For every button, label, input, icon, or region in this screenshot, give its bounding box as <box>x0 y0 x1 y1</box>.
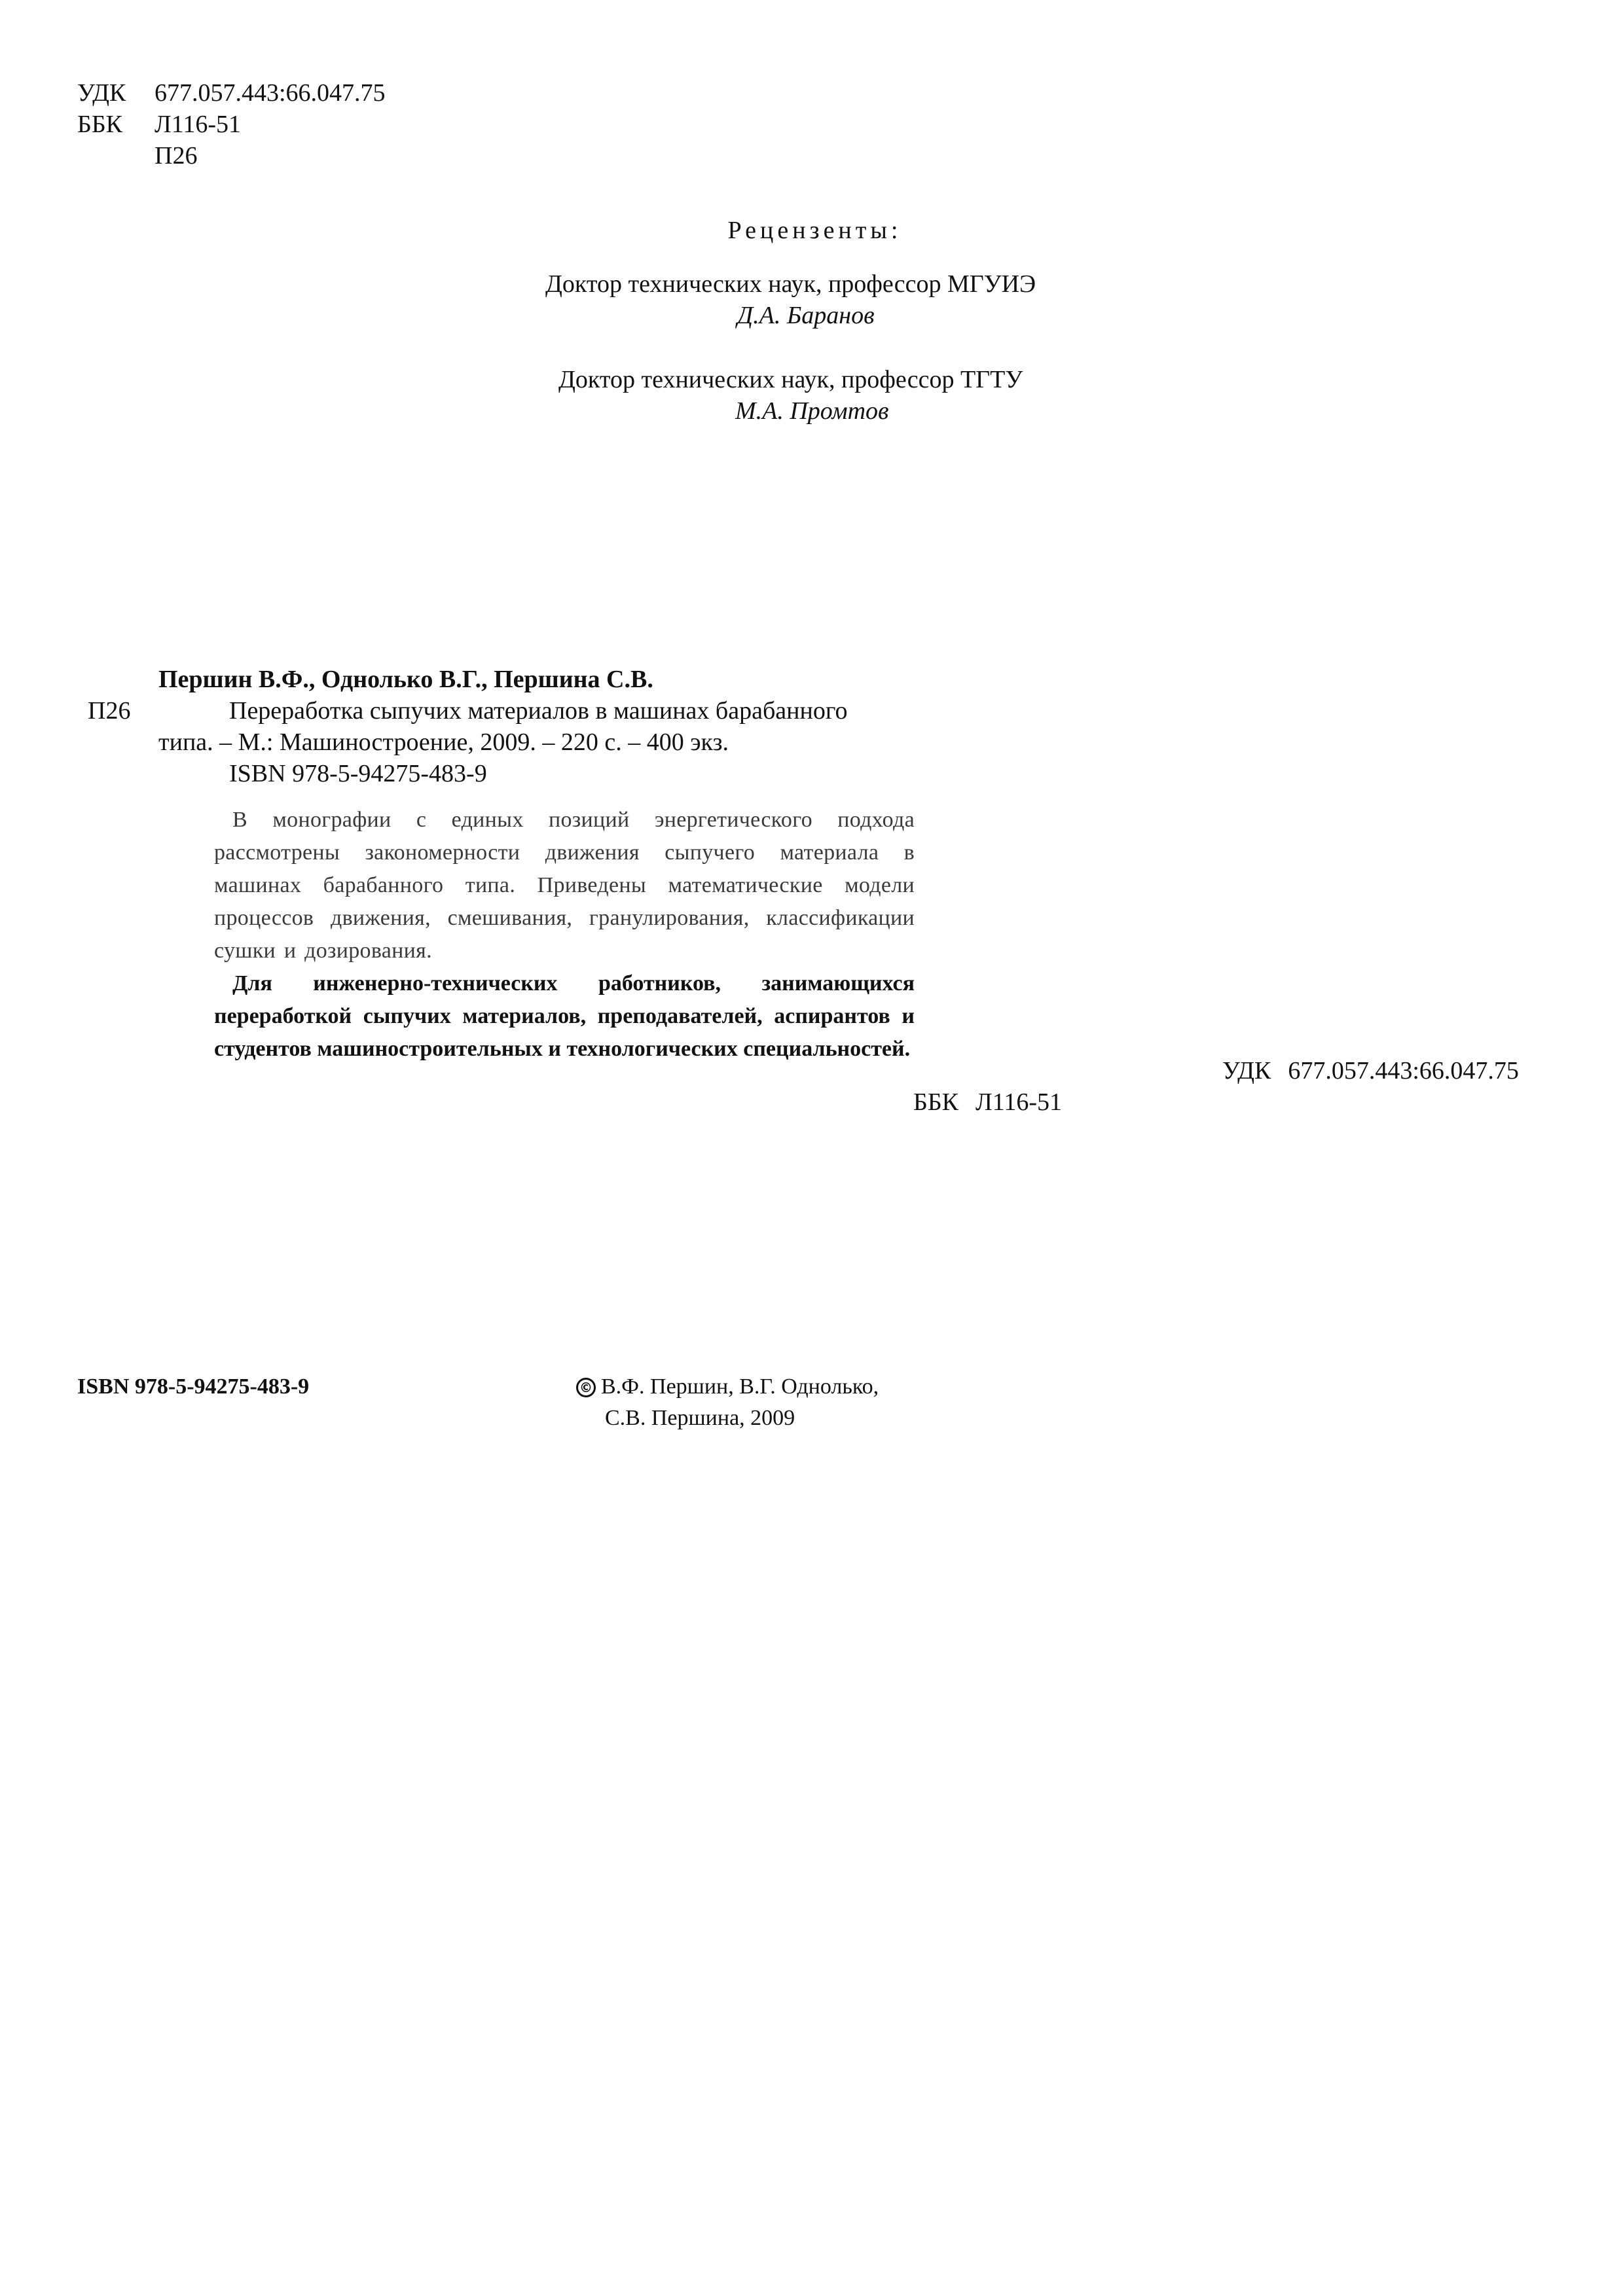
copyright-line-2: С.В. Першина, 2009 <box>605 1406 795 1430</box>
card-authors: Першин В.Ф., Однолько В.Г., Першина С.В. <box>158 666 653 693</box>
reviewer-2-name: М.А. Промтов <box>735 397 889 425</box>
card-annotation <box>214 804 915 1066</box>
udk-label-card: УДК <box>1222 1057 1271 1085</box>
udk-line-top <box>77 77 386 109</box>
reviewers-title: Рецензенты: <box>727 217 902 244</box>
reviewer-1-position: Доктор технических наук, профессор МГУИЭ <box>545 270 1036 298</box>
card-title-line-1: Переработка сыпучих материалов в машинах барабанного <box>229 697 848 725</box>
udk-label: УДК <box>77 79 126 107</box>
author-mark-top: П26 <box>155 142 198 170</box>
annotation-paragraph-1: В монографии с единых позиций энергетического подхода рассмотрены закономерности движения сыпучего материала в машинах барабанного типа. Приведены математические модели процессов движения, смешивания, гранулирования, классификации сушки и дозирования. <box>214 808 915 963</box>
bbk-label: ББК <box>77 111 122 138</box>
copyright-icon: © <box>576 1378 596 1397</box>
bbk-line-card <box>913 1086 1062 1118</box>
copyright-text-1: В.Ф. Першин, В.Г. Однолько, <box>601 1374 879 1399</box>
reviewer-1-name: Д.А. Баранов <box>737 302 875 329</box>
udk-line-card <box>1222 1055 1519 1086</box>
card-title-line-2: типа. – М.: Машиностроение, 2009. – 220 с. – 400 экз. <box>158 728 729 756</box>
bbk-label-card: ББК <box>913 1088 958 1116</box>
reviewer-2-position: Доктор технических наук, профессор ТГТУ <box>558 366 1023 393</box>
bbk-line-top <box>77 109 241 140</box>
card-isbn: ISBN 978-5-94275-483-9 <box>229 760 487 787</box>
udk-value-card: 677.057.443:66.047.75 <box>1288 1057 1519 1085</box>
udk-value: 677.057.443:66.047.75 <box>155 79 386 107</box>
bbk-value-card: Л116-51 <box>976 1088 1063 1116</box>
card-author-mark: П26 <box>88 697 131 725</box>
footer-isbn: ISBN 978-5-94275-483-9 <box>77 1374 310 1399</box>
copyright-line-1 <box>576 1372 879 1402</box>
annotation-paragraph-2: Для инженерно-технических работников, занимающихся переработкой сыпучих материалов, преподавателей, аспирантов и студентов машиностроительных и технологических специальностей. <box>214 971 915 1061</box>
bbk-value: Л116-51 <box>155 111 242 138</box>
